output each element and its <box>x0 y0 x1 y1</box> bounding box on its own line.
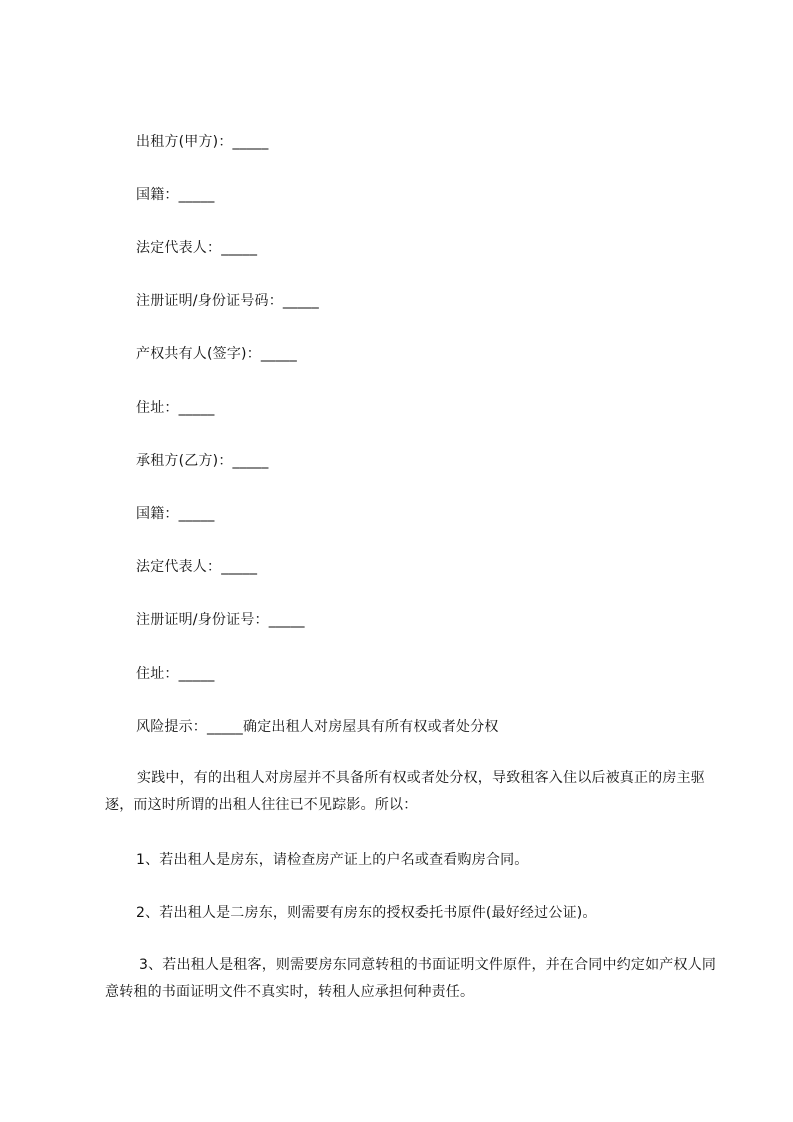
lessor-line: 出租方(甲方)：_____ <box>136 134 269 150</box>
lessee-address-line: 住址：_____ <box>136 666 215 682</box>
lessee-line: 承租方(乙方)：_____ <box>136 453 269 469</box>
lessee-legal-rep-line: 法定代表人：_____ <box>136 559 258 575</box>
risk-tip-line: 风险提示：_____确定出租人对房屋具有所有权或者处分权 <box>136 719 499 735</box>
lessee-nationality-line: 国籍：_____ <box>136 506 215 522</box>
lessor-legal-rep-line: 法定代表人：_____ <box>136 240 258 256</box>
lessor-address-line: 住址：_____ <box>136 400 215 416</box>
point-2: 2、若出租人是二房东，则需要有房东的授权委托书原件(最好经过公证)。 <box>136 905 597 921</box>
lessor-id-line: 注册证明/身份证号码：_____ <box>136 293 319 309</box>
point-1: 1、若出租人是房东，请检查房产证上的户名或查看购房合同。 <box>136 852 529 868</box>
lessor-nationality-line: 国籍：_____ <box>136 187 215 203</box>
intro-paragraph: 实践中，有的出租人对房屋并不具备所有权或者处分权，导致租客入住以后被真正的房主驱逐，而这时所谓的出租人往往已不见踪影。所以： <box>105 770 705 813</box>
co-owner-line: 产权共有人(签字)：_____ <box>136 346 297 362</box>
point-3: 3、若出租人是租客，则需要房东同意转租的书面证明文件原件，并在合同中约定如产权人同意转租的书面证明文件不真实时，转租人应承担何种责任。 <box>105 957 717 1000</box>
lessee-id-line: 注册证明/身份证号：_____ <box>136 612 305 628</box>
